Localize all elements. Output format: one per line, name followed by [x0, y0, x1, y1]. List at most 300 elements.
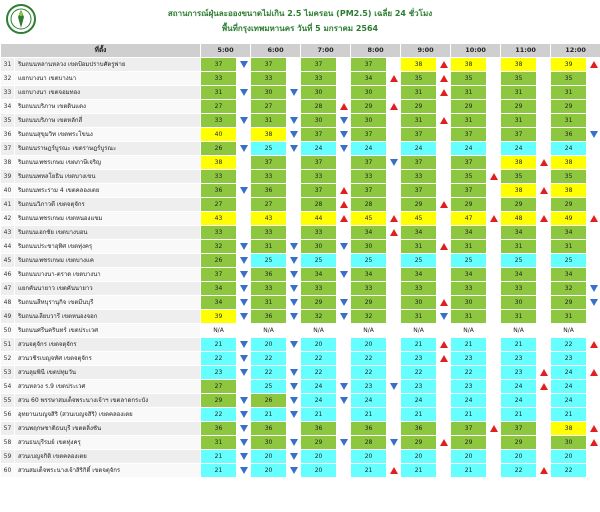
trend-cell	[587, 436, 600, 450]
trend-down-icon	[340, 117, 348, 124]
trend-cell-empty	[287, 58, 301, 72]
pm25-value: 24	[301, 380, 337, 394]
pm25-value: 21	[251, 408, 287, 422]
trend-cell	[237, 282, 251, 296]
pm25-value: 37	[351, 156, 387, 170]
pm25-value: 33	[301, 282, 337, 296]
trend-cell-empty	[387, 282, 401, 296]
trend-cell	[287, 282, 301, 296]
trend-cell-empty	[387, 128, 401, 142]
trend-cell-empty	[537, 170, 551, 184]
pm25-value: 24	[351, 394, 387, 408]
trend-down-icon	[390, 383, 398, 390]
pm25-value: 35	[501, 72, 537, 86]
trend-up-icon	[590, 341, 598, 348]
pm25-value: 34	[501, 268, 537, 282]
pm25-value: 25	[351, 254, 387, 268]
pm25-value: 43	[201, 212, 237, 226]
pm25-value: 21	[501, 338, 537, 352]
pm25-value: 37	[301, 156, 337, 170]
pm25-value: 25	[401, 254, 437, 268]
table-row	[1, 212, 600, 226]
trend-cell	[337, 142, 351, 156]
trend-cell-empty	[337, 464, 351, 478]
trend-cell-empty	[337, 352, 351, 366]
pm25-value: 31	[401, 240, 437, 254]
trend-down-icon	[240, 453, 248, 460]
pm25-value: 22	[401, 366, 437, 380]
table-row	[1, 58, 600, 72]
trend-cell	[387, 100, 401, 114]
trend-up-icon	[490, 173, 498, 180]
trend-cell-empty	[487, 254, 501, 268]
trend-cell-empty	[437, 422, 451, 436]
pm25-value: 29	[351, 100, 387, 114]
trend-cell-empty	[437, 212, 451, 226]
trend-cell-empty	[237, 72, 251, 86]
trend-up-icon	[440, 341, 448, 348]
trend-cell-empty	[387, 324, 401, 338]
trend-cell	[287, 254, 301, 268]
pm25-value: 25	[501, 254, 537, 268]
station-name: อุทยานเบญจสิริ (สวนเบญจสิริ) เขตคลองเตย	[15, 408, 201, 422]
trend-up-icon	[340, 215, 348, 222]
table-row	[1, 338, 600, 352]
trend-cell-empty	[237, 226, 251, 240]
trend-cell-empty	[387, 184, 401, 198]
pm25-value: 36	[301, 422, 337, 436]
station-name: ริมถนนเลียบวารี เขตหนองจอก	[15, 310, 201, 324]
trend-cell	[587, 128, 600, 142]
trend-down-icon	[290, 341, 298, 348]
pm25-value: 38	[401, 58, 437, 72]
trend-cell	[237, 254, 251, 268]
trend-cell	[437, 72, 451, 86]
trend-cell	[237, 352, 251, 366]
trend-down-icon	[290, 285, 298, 292]
station-name: แยกบางนา เขตบางนา	[15, 72, 201, 86]
pm25-value: 32	[201, 240, 237, 254]
station-number: 56	[1, 408, 15, 422]
trend-cell-empty	[287, 212, 301, 226]
table-row	[1, 198, 600, 212]
pm25-value: 35	[551, 72, 587, 86]
pm25-value: 28	[351, 436, 387, 450]
pm25-value: N/A	[501, 324, 537, 338]
trend-cell-empty	[587, 100, 600, 114]
trend-up-icon	[590, 215, 598, 222]
pm25-value: 30	[301, 114, 337, 128]
pm25-value: 23	[551, 352, 587, 366]
table-row	[1, 394, 600, 408]
trend-cell-empty	[437, 366, 451, 380]
pm25-value: 39	[201, 310, 237, 324]
trend-down-icon	[240, 341, 248, 348]
trend-cell	[237, 366, 251, 380]
trend-down-icon	[290, 313, 298, 320]
station-name: ริมถนนสุขุมวิท เขตพระโขนง	[15, 128, 201, 142]
pm25-value: 38	[551, 156, 587, 170]
table-row	[1, 142, 600, 156]
trend-cell-empty	[487, 58, 501, 72]
station-number: 43	[1, 226, 15, 240]
pm25-value: 37	[501, 128, 537, 142]
pm25-value: 30	[551, 436, 587, 450]
station-name: ริมถนนราษฎร์บูรณะ เขตราษฎร์บูรณะ	[15, 142, 201, 156]
trend-cell-empty	[437, 408, 451, 422]
trend-cell-empty	[487, 408, 501, 422]
pm25-value: 34	[451, 268, 487, 282]
pm25-value: 31	[551, 114, 587, 128]
trend-cell-empty	[587, 170, 600, 184]
trend-up-icon	[440, 201, 448, 208]
station-name: ริมถนนเพชรเกษม เขตบางแค	[15, 254, 201, 268]
trend-cell-empty	[587, 240, 600, 254]
pm25-value: 38	[551, 184, 587, 198]
trend-cell-empty	[537, 268, 551, 282]
pm25-value: 31	[401, 86, 437, 100]
trend-down-icon	[340, 145, 348, 152]
pm25-value: 38	[451, 58, 487, 72]
trend-cell-empty	[287, 156, 301, 170]
pm25-value: 22	[451, 366, 487, 380]
pm25-value: 34	[501, 226, 537, 240]
trend-up-icon	[490, 215, 498, 222]
station-number: 46	[1, 268, 15, 282]
pm25-value: 29	[551, 198, 587, 212]
trend-down-icon	[290, 397, 298, 404]
trend-up-icon	[590, 61, 598, 68]
trend-cell-empty	[337, 450, 351, 464]
trend-cell-empty	[437, 380, 451, 394]
trend-down-icon	[290, 299, 298, 306]
pm25-value: 21	[201, 450, 237, 464]
trend-cell-empty	[337, 156, 351, 170]
station-name: ริมถนนศรีนครินทร์ เขตประเวศ	[15, 324, 201, 338]
station-name: ริมถนนเพชรเกษม เขตหนองแขม	[15, 212, 201, 226]
trend-down-icon	[240, 369, 248, 376]
pm25-value: 34	[551, 226, 587, 240]
pm25-value: 34	[351, 226, 387, 240]
table-row	[1, 310, 600, 324]
time-header: 8:00	[351, 44, 401, 58]
trend-cell	[287, 366, 301, 380]
pm25-value: 27	[251, 198, 287, 212]
pm25-value: 38	[501, 156, 537, 170]
pm25-value: 32	[351, 310, 387, 324]
station-number: 45	[1, 254, 15, 268]
trend-cell-empty	[487, 268, 501, 282]
station-number: 41	[1, 198, 15, 212]
trend-cell-empty	[537, 324, 551, 338]
station-name: ริมถนนเพชรเกษม เขตภาษีเจริญ	[15, 156, 201, 170]
pm25-value: 48	[501, 212, 537, 226]
pm25-value: 36	[201, 422, 237, 436]
pm25-value: 24	[451, 142, 487, 156]
pm25-value: 36	[201, 184, 237, 198]
trend-down-icon	[290, 369, 298, 376]
pm25-value: 24	[301, 394, 337, 408]
pm25-value: 37	[401, 156, 437, 170]
trend-down-icon	[290, 243, 298, 250]
station-name: สวนพฤกษชาติธนบุรี เขตตลิ่งชัน	[15, 422, 201, 436]
station-name: สวนลุมพินี เขตปทุมวัน	[15, 366, 201, 380]
trend-down-icon	[240, 145, 248, 152]
station-number: 48	[1, 296, 15, 310]
pm25-value: 22	[251, 352, 287, 366]
pm25-value: 37	[201, 58, 237, 72]
trend-cell-empty	[387, 170, 401, 184]
trend-cell-empty	[487, 86, 501, 100]
trend-cell-empty	[537, 114, 551, 128]
station-number: 40	[1, 184, 15, 198]
pm25-value: 37	[251, 58, 287, 72]
pm25-value: N/A	[551, 324, 587, 338]
pm25-value: 24	[501, 142, 537, 156]
trend-cell	[387, 380, 401, 394]
trend-cell-empty	[587, 72, 600, 86]
time-header: 11:00	[501, 44, 551, 58]
pm25-value: 37	[251, 156, 287, 170]
pm25-value: 25	[551, 254, 587, 268]
trend-cell-empty	[237, 198, 251, 212]
pm25-value: 20	[251, 450, 287, 464]
pm25-value: 20	[351, 338, 387, 352]
trend-cell-empty	[337, 226, 351, 240]
trend-up-icon	[440, 243, 448, 250]
trend-down-icon	[590, 299, 598, 306]
trend-cell	[287, 240, 301, 254]
trend-cell	[237, 408, 251, 422]
table-row	[1, 380, 600, 394]
pm25-value: 31	[451, 310, 487, 324]
station-number: 31	[1, 58, 15, 72]
pm25-value: 23	[451, 352, 487, 366]
table-row	[1, 296, 600, 310]
trend-cell	[237, 268, 251, 282]
pm25-value: 37	[351, 128, 387, 142]
trend-cell	[437, 86, 451, 100]
table-row	[1, 226, 600, 240]
trend-up-icon	[540, 369, 548, 376]
trend-cell	[237, 240, 251, 254]
pm25-table	[0, 43, 600, 478]
trend-up-icon	[390, 467, 398, 474]
pm25-value: 36	[351, 422, 387, 436]
pm25-value: 37	[401, 184, 437, 198]
station-number: 33	[1, 86, 15, 100]
pm25-value: 37	[201, 268, 237, 282]
trend-cell-empty	[487, 156, 501, 170]
pm25-value: 33	[251, 282, 287, 296]
station-number: 49	[1, 310, 15, 324]
table-row	[1, 366, 600, 380]
pm25-value: 25	[301, 254, 337, 268]
trend-down-icon	[240, 89, 248, 96]
pm25-value: 21	[401, 464, 437, 478]
trend-cell	[337, 436, 351, 450]
table-row	[1, 436, 600, 450]
trend-cell-empty	[237, 170, 251, 184]
pm25-value: 36	[251, 184, 287, 198]
pm25-value: 37	[301, 184, 337, 198]
pm25-value: 33	[201, 170, 237, 184]
trend-up-icon	[340, 103, 348, 110]
trend-cell-empty	[587, 254, 600, 268]
trend-cell-empty	[487, 324, 501, 338]
pm25-value: 21	[401, 408, 437, 422]
pm25-value: 29	[551, 100, 587, 114]
pm25-value: 33	[401, 282, 437, 296]
trend-cell-empty	[437, 324, 451, 338]
pm25-value: 20	[251, 464, 287, 478]
trend-cell	[387, 156, 401, 170]
trend-cell-empty	[437, 450, 451, 464]
trend-cell	[237, 310, 251, 324]
trend-cell-empty	[487, 464, 501, 478]
trend-down-icon	[290, 89, 298, 96]
station-number: 47	[1, 282, 15, 296]
trend-down-icon	[290, 131, 298, 138]
pm25-value: 33	[301, 72, 337, 86]
pm25-value: 21	[401, 338, 437, 352]
table-row	[1, 156, 600, 170]
trend-cell-empty	[287, 184, 301, 198]
trend-cell-empty	[437, 394, 451, 408]
pm25-value: 33	[351, 282, 387, 296]
pm25-value: 25	[451, 254, 487, 268]
trend-cell	[337, 100, 351, 114]
station-number: 58	[1, 436, 15, 450]
pm25-value: 21	[351, 464, 387, 478]
location-header: ที่ตั้ง	[1, 44, 201, 58]
table-row	[1, 324, 600, 338]
pm25-value: 22	[551, 464, 587, 478]
trend-up-icon	[590, 369, 598, 376]
pm25-value: 25	[251, 380, 287, 394]
pm25-value: 37	[351, 58, 387, 72]
pm25-value: 37	[351, 184, 387, 198]
station-number: 50	[1, 324, 15, 338]
trend-up-icon	[590, 425, 598, 432]
trend-cell-empty	[437, 100, 451, 114]
table-row	[1, 422, 600, 436]
trend-cell-empty	[487, 114, 501, 128]
trend-cell-empty	[587, 268, 600, 282]
trend-down-icon	[290, 271, 298, 278]
pm25-value: 20	[351, 450, 387, 464]
trend-cell-empty	[487, 128, 501, 142]
trend-down-icon	[240, 355, 248, 362]
pm25-value: 30	[301, 86, 337, 100]
table-row	[1, 86, 600, 100]
pm25-value: 21	[351, 408, 387, 422]
pm25-value: 35	[451, 170, 487, 184]
pm25-value: 33	[251, 226, 287, 240]
trend-down-icon	[240, 313, 248, 320]
pm25-value: 27	[201, 100, 237, 114]
pm25-value: 35	[551, 170, 587, 184]
trend-cell-empty	[587, 394, 600, 408]
pm25-value: 36	[251, 310, 287, 324]
trend-cell-empty	[587, 408, 600, 422]
pm25-value: 31	[251, 114, 287, 128]
trend-cell-empty	[537, 352, 551, 366]
table-row	[1, 72, 600, 86]
pm25-value: 21	[301, 408, 337, 422]
trend-cell-empty	[337, 324, 351, 338]
trend-cell	[287, 436, 301, 450]
trend-cell-empty	[487, 366, 501, 380]
trend-down-icon	[290, 145, 298, 152]
pm25-value: 31	[251, 240, 287, 254]
pm25-value: 22	[551, 338, 587, 352]
pm25-value: 35	[451, 72, 487, 86]
pm25-value: 31	[401, 114, 437, 128]
trend-cell	[287, 464, 301, 478]
trend-down-icon	[240, 285, 248, 292]
pm25-value: 29	[451, 198, 487, 212]
trend-cell	[237, 86, 251, 100]
trend-cell-empty	[387, 310, 401, 324]
trend-cell	[287, 142, 301, 156]
pm25-value: 24	[551, 366, 587, 380]
pm25-value: 31	[501, 114, 537, 128]
trend-cell-empty	[337, 72, 351, 86]
pm25-value: 29	[401, 100, 437, 114]
pm25-value: 38	[551, 422, 587, 436]
pm25-value: 38	[201, 156, 237, 170]
trend-down-icon	[340, 397, 348, 404]
trend-cell-empty	[487, 352, 501, 366]
pm25-value: 34	[351, 268, 387, 282]
trend-down-icon	[240, 397, 248, 404]
trend-cell-empty	[387, 408, 401, 422]
pm25-value: 23	[401, 380, 437, 394]
pm25-value: 39	[551, 58, 587, 72]
trend-down-icon	[240, 117, 248, 124]
station-name: ริมถนนพระราม 4 เขตคลองเตย	[15, 184, 201, 198]
station-name: แยกคันนายาว เขตคันนายาว	[15, 282, 201, 296]
trend-cell-empty	[287, 324, 301, 338]
station-number: 60	[1, 464, 15, 478]
pm25-value: 37	[401, 128, 437, 142]
trend-cell-empty	[487, 394, 501, 408]
trend-cell-empty	[237, 100, 251, 114]
pm25-value: 33	[401, 170, 437, 184]
pm25-value: 47	[451, 212, 487, 226]
table-row	[1, 170, 600, 184]
trend-cell-empty	[337, 58, 351, 72]
trend-up-icon	[390, 103, 398, 110]
trend-cell-empty	[487, 100, 501, 114]
trend-cell	[437, 352, 451, 366]
trend-cell	[337, 380, 351, 394]
pm25-value: 31	[551, 310, 587, 324]
station-number: 55	[1, 394, 15, 408]
table-row	[1, 464, 600, 478]
pm25-value: 27	[201, 198, 237, 212]
pm25-value: 29	[401, 436, 437, 450]
station-number: 57	[1, 422, 15, 436]
pm25-value: 30	[251, 436, 287, 450]
pm25-value: 23	[451, 380, 487, 394]
trend-up-icon	[440, 61, 448, 68]
trend-cell-empty	[537, 394, 551, 408]
station-number: 34	[1, 100, 15, 114]
trend-cell-empty	[537, 198, 551, 212]
trend-cell	[237, 58, 251, 72]
